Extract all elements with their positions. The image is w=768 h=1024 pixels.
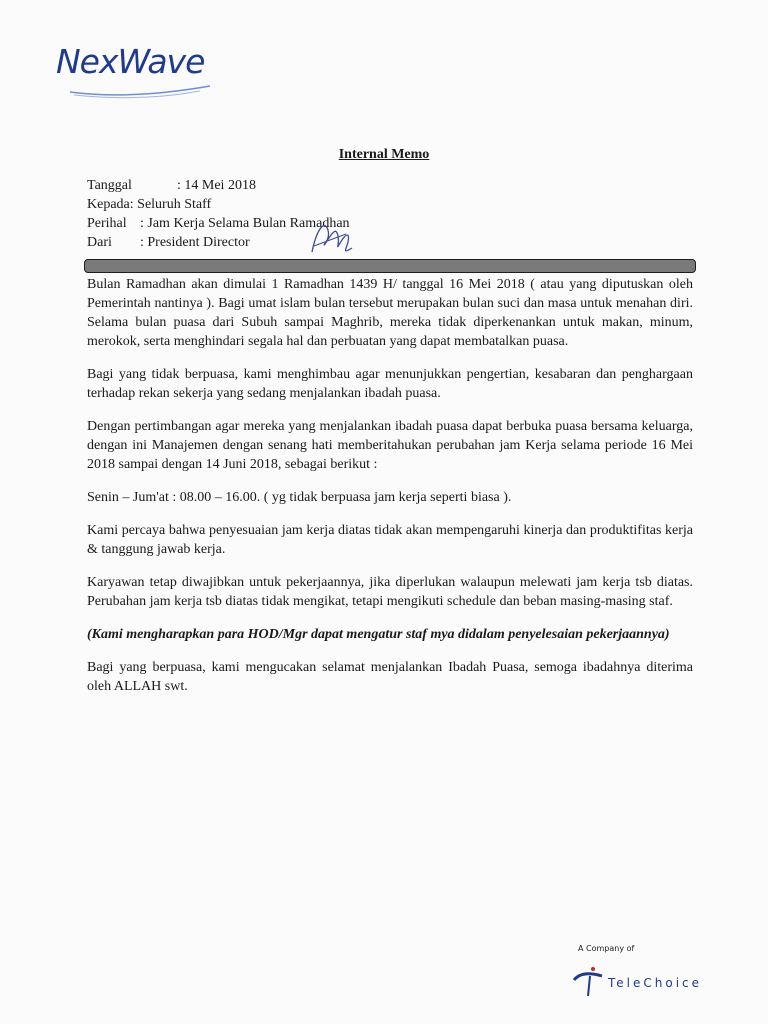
header-label: Perihal xyxy=(87,216,127,231)
body-paragraph: Kami percaya bahwa penyesuaian jam kerja diatas tidak akan mempengaruhi kinerja dan produktifitas kerja & tanggung jawab kerja. xyxy=(87,523,693,557)
nexwave-logo xyxy=(50,42,220,102)
header-label: Kepada xyxy=(87,197,130,212)
telechoice-brand: TeleChoice xyxy=(608,976,703,990)
header-value: : 14 Mei 2018 xyxy=(177,178,256,193)
body-paragraph: Bagi yang tidak berpuasa, kami menghimbau agar menunjukkan pengertian, kesabaran dan penghargaan terhadap rekan sekerja yang sedang menjalankan ibadah puasa. xyxy=(87,367,693,401)
header-value: : Seluruh Staff xyxy=(129,197,212,212)
signature-icon xyxy=(306,212,356,262)
header-label: Tanggal xyxy=(87,178,132,193)
body-paragraph: Karyawan tetap diwajibkan untuk pekerjaannya, jika diperlukan walaupun melewati jam kerja tsb diatas. Perubahan jam kerja tsb diatas tidak mengikat, tetapi mengikuti schedule dan beban masing-masing staf. xyxy=(87,575,693,609)
header-value: : Jam Kerja Selama Bulan Ramadhan xyxy=(140,216,350,231)
parent-company-footer xyxy=(570,944,710,1004)
closing-paragraph: Bagi yang berpuasa, kami mengucakan selamat menjalankan Ibadah Puasa, semoga ibadahnya diterima oleh ALLAH swt. xyxy=(87,660,693,694)
memo-title: Internal Memo xyxy=(338,147,430,162)
header-row-date xyxy=(87,176,350,195)
body-paragraph: Dengan pertimbangan agar mereka yang menjalankan ibadah puasa dapat berbuka puasa bersama keluarga, dengan ini Manajemen dengan senang hati memberitahukan perubahan jam Kerja selama periode 16 Mei 2018 sampai dengan 14 Juni 2018, sebagai berikut : xyxy=(87,419,693,472)
logo-text: NexWave xyxy=(56,42,205,81)
work-hours-paragraph: Senin – Jum'at : 08.00 – 16.00. ( yg tidak berpuasa jam kerja seperti biasa ). xyxy=(87,490,512,505)
header-value: : President Director xyxy=(140,235,250,250)
memo-body xyxy=(87,275,693,710)
header-divider xyxy=(84,259,696,273)
company-label: A Company of xyxy=(578,944,635,953)
emphasized-paragraph: (Kami mengharapkan para HOD/Mgr dapat mengatur staf mya didalam penyelesaian pekerjaannya) xyxy=(87,627,670,642)
header-label: Dari xyxy=(87,235,112,250)
telechoice-logo-icon xyxy=(572,960,608,1000)
body-paragraph: Bulan Ramadhan akan dimulai 1 Ramadhan 1439 H/ tanggal 16 Mei 2018 ( atau yang diputuskan oleh Pemerintah nantinya ). Bagi umat islam bulan tersebut merupakan bulan suci dan masa untuk menahan diri. Selama bulan puasa dari Subuh sampai Maghrib, mereka tidak diperkenankan untuk makan, minum, merokok, serta menghindari segala hal dan perbuatan yang dapat membatalkan puasa. xyxy=(87,277,693,349)
